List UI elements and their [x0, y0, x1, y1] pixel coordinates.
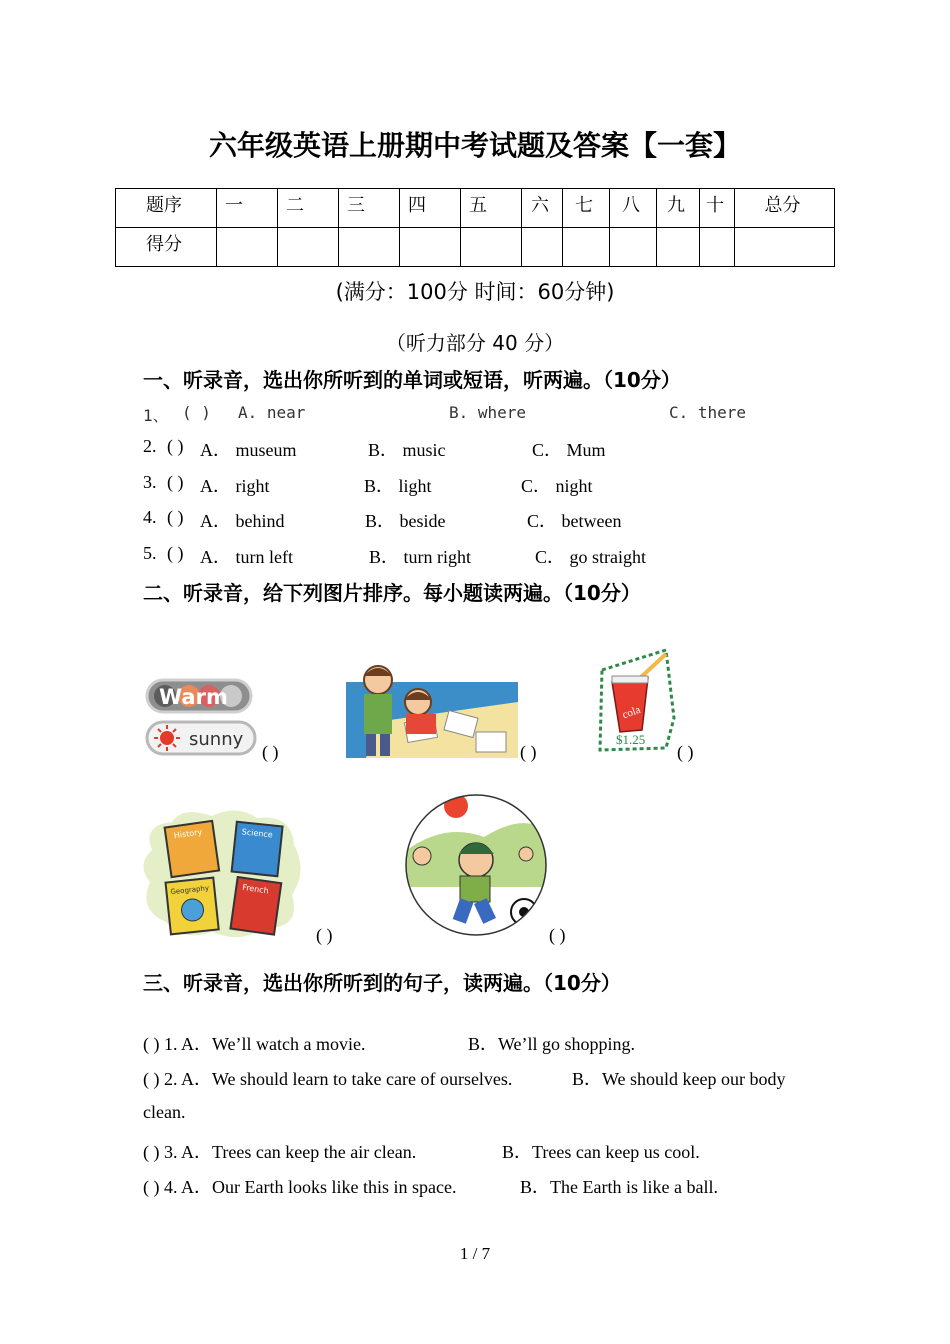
geography-book-label: Geography — [170, 884, 210, 897]
score-cell[interactable] — [657, 228, 700, 267]
score-header-cell: 九 — [657, 189, 700, 228]
score-table-header-row — [116, 189, 835, 228]
score-cell[interactable] — [461, 228, 522, 267]
school-books-picture — [142, 810, 304, 940]
option-c: C． go straight — [535, 547, 646, 567]
score-header-cell: 四 — [400, 189, 461, 228]
score-header-cell: 二 — [278, 189, 339, 228]
option-a: A． right — [200, 476, 270, 496]
option-c: C. there — [669, 403, 747, 422]
score-cell[interactable] — [522, 228, 563, 267]
answer-blank[interactable]: ( ) — [167, 543, 184, 563]
score-header-cell: 十 — [700, 189, 735, 228]
listening-part-label: （听力部分 40 分） — [385, 331, 565, 355]
section3-heading: 三、听录音，选出你所听到的句子，读两遍。（10分） — [143, 971, 621, 995]
option-a: A． behind — [200, 511, 285, 531]
section2-heading: 二、听录音，给下列图片排序。每小题读两遍。（10分） — [143, 581, 641, 605]
price-label: $1.25 — [616, 732, 646, 747]
picture-answer-blank[interactable]: ( ) — [520, 742, 537, 762]
score-cell[interactable] — [563, 228, 610, 267]
score-table — [115, 188, 835, 267]
sentence-option-b: B．Trees can keep us cool. — [502, 1142, 700, 1162]
score-table-score-row — [116, 228, 835, 267]
sentence-option-b: B．The Earth is like a ball. — [520, 1177, 718, 1197]
sentence-option-a: ( ) 1. A．We’ll watch a movie. — [143, 1034, 366, 1054]
answer-blank[interactable]: ( ) — [167, 472, 184, 492]
question-number: 1、 — [143, 406, 169, 425]
option-b: B． beside — [365, 511, 446, 531]
boy-playing-football-picture — [404, 792, 549, 938]
cola-coupon-picture — [596, 648, 678, 754]
sentence-option-a: ( ) 2. A．We should learn to take care of ourselves. — [143, 1069, 513, 1089]
option-b: B. where — [449, 403, 527, 422]
picture-answer-blank[interactable]: ( ) — [262, 742, 279, 762]
weather-warm-sunny-picture — [145, 678, 260, 758]
picture-answer-blank[interactable]: ( ) — [549, 925, 566, 945]
score-cell[interactable] — [610, 228, 657, 267]
question-number: 4. — [143, 507, 157, 527]
section1-heading: 一、听录音，选出你所听到的单词或短语，听两遍。（10分） — [143, 368, 681, 392]
sentence-option-b: B．We should keep our body — [572, 1069, 786, 1089]
page-number: 1 / 7 — [459, 1244, 491, 1263]
option-c: C． between — [527, 511, 622, 531]
cola-label: cola — [620, 703, 643, 722]
picture-answer-blank[interactable]: ( ) — [316, 925, 333, 945]
answer-blank[interactable]: ( ) — [182, 403, 211, 422]
score-header-cell: 一 — [217, 189, 278, 228]
warm-label: Warm — [159, 685, 228, 709]
score-cell[interactable] — [400, 228, 461, 267]
score-header-cell: 三 — [339, 189, 400, 228]
option-b: B． turn right — [369, 547, 471, 567]
sunny-label: sunny — [189, 729, 244, 750]
kids-drawing-picture — [346, 662, 518, 758]
exam-info: (满分：100分 时间：60分钟) — [335, 280, 615, 304]
score-cell[interactable] — [217, 228, 278, 267]
option-a: A． turn left — [200, 547, 293, 567]
sentence-option-a: ( ) 3. A．Trees can keep the air clean. — [143, 1142, 417, 1162]
science-book-label: Science — [241, 827, 274, 840]
french-book-label: French — [241, 882, 270, 896]
answer-blank[interactable]: ( ) — [167, 436, 184, 456]
option-b: B． music — [368, 440, 446, 460]
score-header-cell: 五 — [461, 189, 522, 228]
option-a: A. near — [238, 403, 306, 422]
score-cell[interactable] — [278, 228, 339, 267]
option-c: C． night — [521, 476, 593, 496]
question-number: 3. — [143, 472, 157, 492]
score-header-cell: 六 — [522, 189, 563, 228]
score-cell[interactable] — [700, 228, 735, 267]
option-a: A． museum — [200, 440, 297, 460]
picture-answer-blank[interactable]: ( ) — [677, 742, 694, 762]
option-b: B． light — [364, 476, 432, 496]
score-header-cell: 总分 — [735, 189, 835, 228]
score-cell[interactable] — [735, 228, 835, 267]
score-row-label: 得分 — [116, 228, 217, 267]
sentence-option-a: ( ) 4. A．Our Earth looks like this in space. — [143, 1177, 457, 1197]
score-header-cell: 题序 — [116, 189, 217, 228]
sentence-option-b: B．We’ll go shopping. — [468, 1034, 636, 1054]
sentence-continuation: clean. — [143, 1102, 186, 1122]
option-c: C． Mum — [532, 440, 606, 460]
answer-blank[interactable]: ( ) — [167, 507, 184, 527]
score-header-cell: 八 — [610, 189, 657, 228]
page-title: 六年级英语上册期中考试题及答案【一套】 — [208, 129, 741, 162]
score-header-cell: 七 — [563, 189, 610, 228]
history-book-label: History — [173, 827, 203, 841]
question-number: 2. — [143, 436, 157, 456]
question-number: 5. — [143, 543, 157, 563]
score-cell[interactable] — [339, 228, 400, 267]
